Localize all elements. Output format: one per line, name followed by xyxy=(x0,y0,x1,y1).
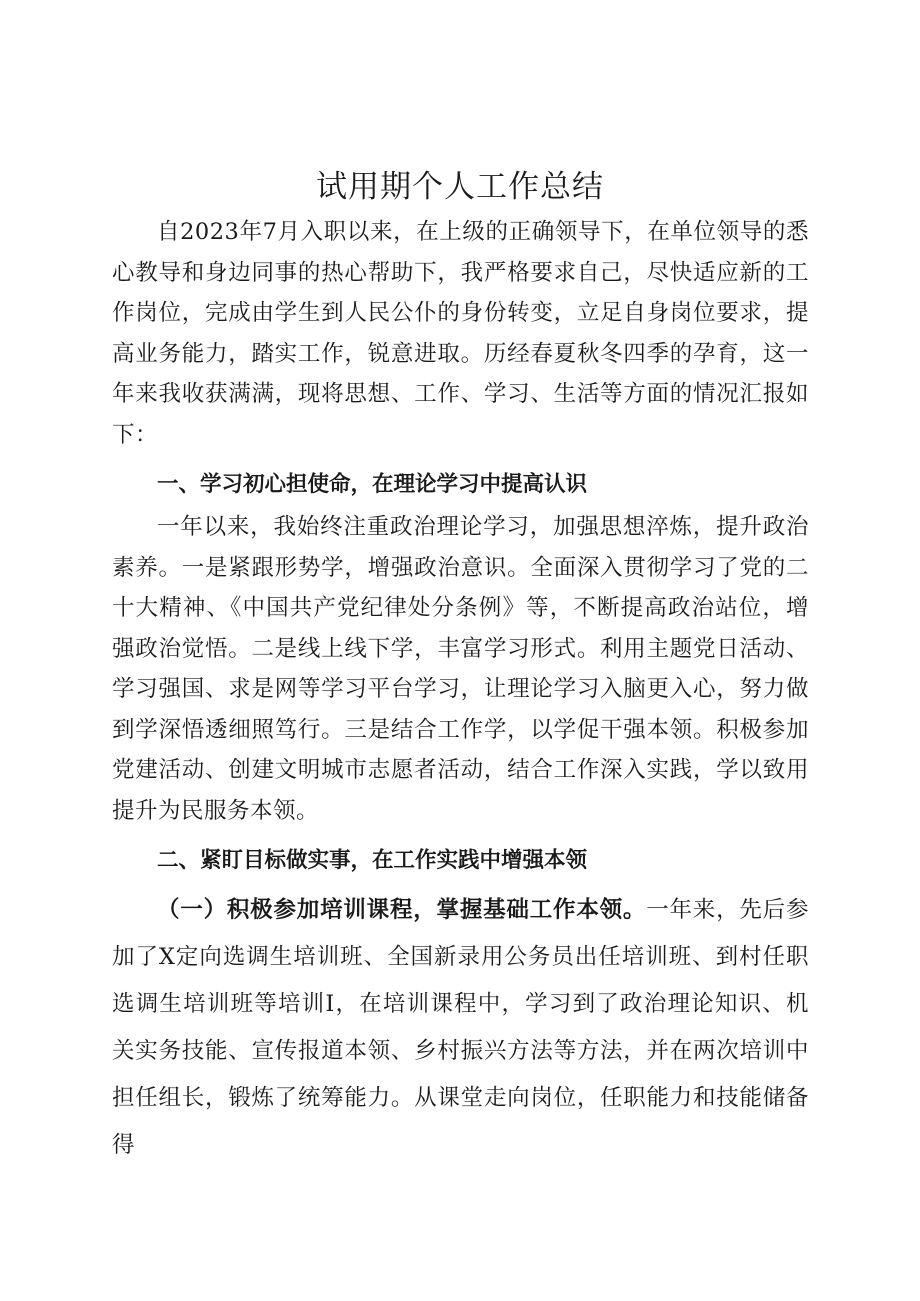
section-1-paragraph: 一年以来，我始终注重政治理论学习，加强思想淬炼，提升政治素养。一是紧跟形势学，增强政治意识。全面深入贯彻学习了党的二十大精神、《中国共产党纪律处分条例》等，不断提高政治站位，增强政治觉悟。二是线上线下学，丰富学习形式。利用主题党日活动、学习强国、求是网等学习平台学习，让理论学习入脑更入心，努力做到学深悟透细照笃行。三是结合工作学，以学促干强本领。积极参加党建活动、创建文明城市志愿者活动，结合工作深入实践，学以致用提升为民服务本领。 xyxy=(112,514,809,824)
subsection-1-title: （一）积极参加培训课程，掌握基础工作本领。 xyxy=(157,897,647,923)
section-1-heading: 一、学习初心担使命，在理论学习中提高认识 xyxy=(157,472,588,497)
intro-paragraph: 自2023年7月入职以来，在上级的正确领导下，在单位领导的悉心教导和身边同事的热心帮助下，我严格要求自己，尽快适应新的工作岗位，完成由学生到人民公仆的身份转变，立足自身岗位要求，提高业务能力，踏实工作，锐意进取。历经春夏秋冬四季的孕育，这一年来我收获满满，现将思想、工作、学习、生活等方面的情况汇报如下： xyxy=(112,219,809,448)
section-2-heading: 二、紧盯目标做实事，在工作实践中增强本领 xyxy=(157,848,588,873)
section-2-paragraph xyxy=(112,887,809,1169)
document-title: 试用期个人工作总结 xyxy=(316,169,604,205)
subsection-1-body: 一年来，先后参加了X定向选调生培训班、全国新录用公务员出任培训班、到村任职选调生培训班等培训I，在培训课程中，学习到了政治理论知识、机关实务技能、宣传报道本领、乡村振兴方法等方法，并在两次培训中担任组长，锻炼了统筹能力。从课堂走向岗位，任职能力和技能储备得 xyxy=(112,897,809,1158)
